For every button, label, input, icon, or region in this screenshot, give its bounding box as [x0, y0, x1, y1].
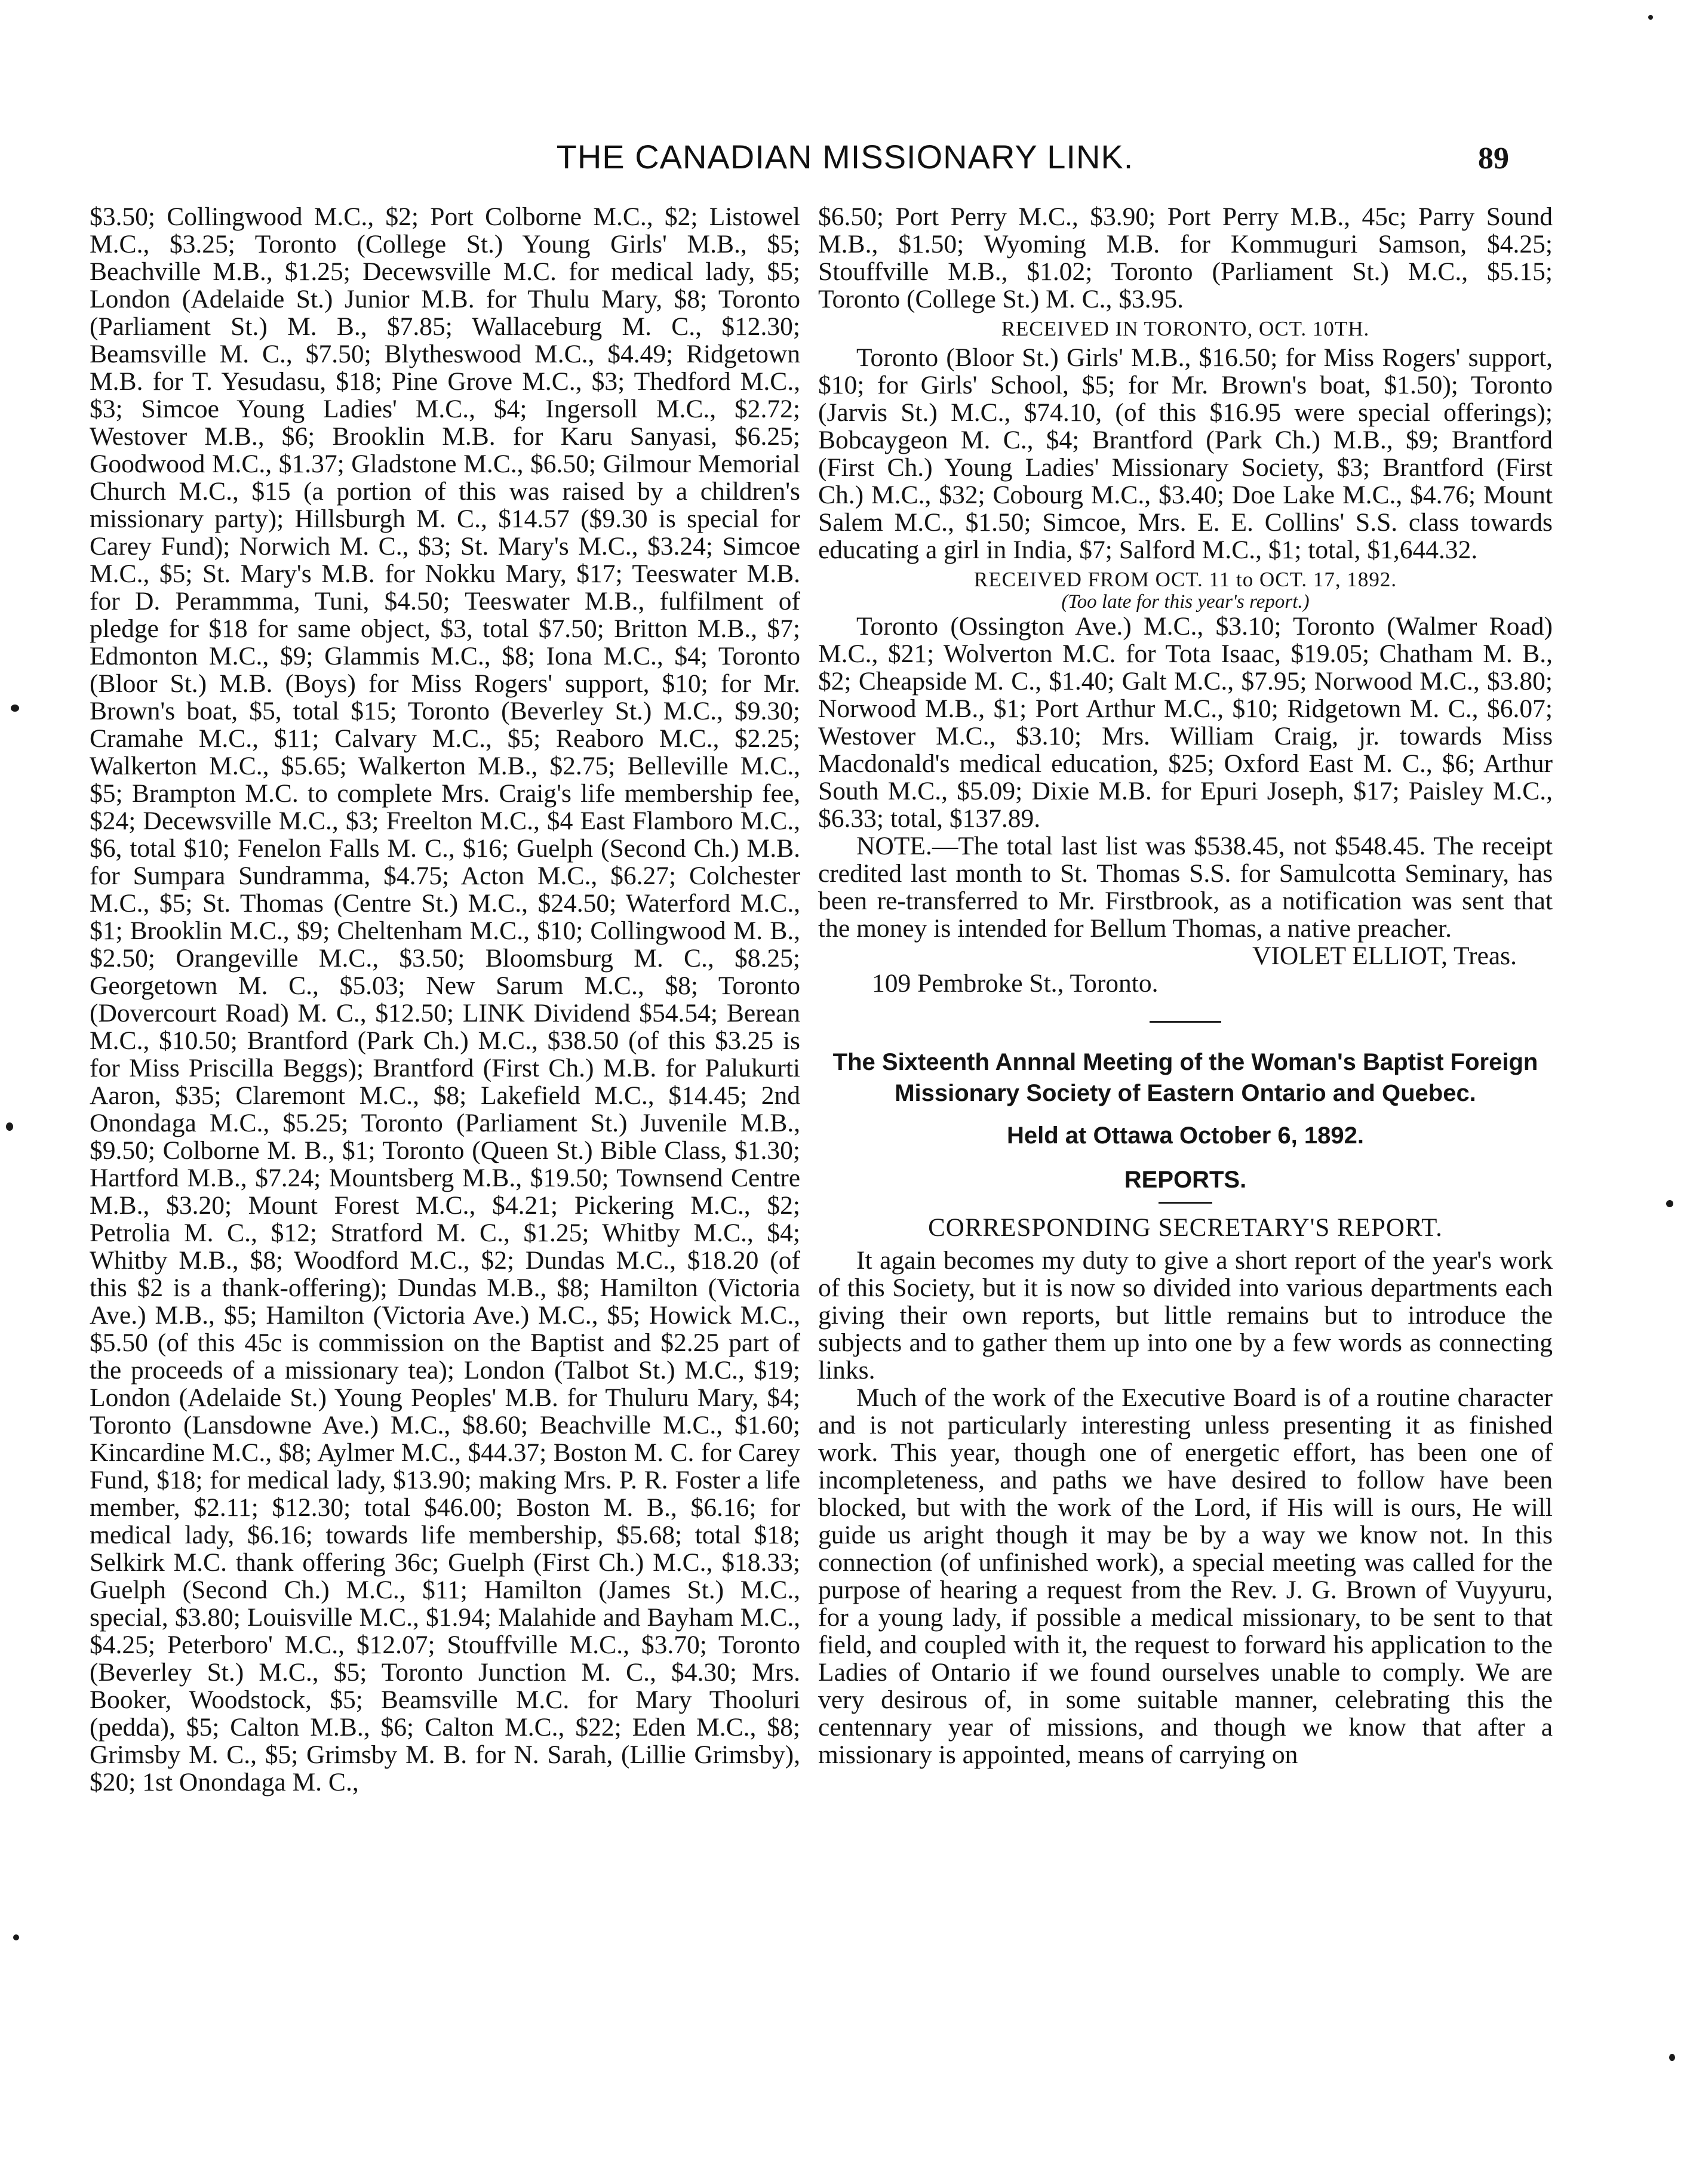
received-oct10-text: Toronto (Bloor St.) Girls' M.B., $16.50; for Miss Rogers' support, $10; for Girls' School, $5; for Mr. Brown's boat, $1.50); Toronto (Jarvis St.) M.C., $74.10, (of this $16.95 were special offerings); Bobcaygeon M. C., $4; Brantford (Park Ch.) M.B., $9; Brantford (First Ch.) Young Ladies' Missionary Society, $3; Brantford (First Ch.) M.C., $32; Cobourg M.C., $3.40; Doe Lake M.C., $4.76; Mount Salem M.C., $1.50; Simcoe, Mrs. E. E. Collins' S.S. class towards educating a girl in India, $7; Salford M.C., $1; total, $1,644.32.: [818, 343, 1553, 564]
held-at-heading: Held at Ottawa October 6, 1892.: [1007, 1122, 1364, 1149]
treasurer-address: 109 Pembroke St., Toronto.: [872, 969, 1159, 998]
received-oct10-caption: RECEIVED IN TORONTO, OCT. 10TH.: [1001, 317, 1370, 340]
print-speck: [13, 1934, 19, 1940]
print-speck: [1669, 2054, 1675, 2061]
received-oct11-17-subcaption: (Too late for this year's report.): [1061, 591, 1310, 613]
journal-title: THE CANADIAN MISSIONARY LINK.: [556, 138, 1134, 176]
note-paragraph: NOTE.—The total last list was $538.45, not $548.45. The receipt credited last month to St. Thomas S.S. for Samulcotta Seminary, has been re-transferred to Mr. Firstbrook, as a notification was sent that the money is intended for Bellum Thomas, a native preacher.: [818, 832, 1553, 943]
left-column: [90, 203, 800, 2184]
meeting-heading: The Sixteenth Annnal Meeting of the Woman's Baptist Foreign Missionary Society of Eastern Ontario and Quebec.: [832, 1049, 1538, 1106]
print-speck: [6, 1122, 13, 1131]
report-paragraph-1: It again becomes my duty to give a short report of the year's work of this Society, but it is now so divided into various departments each giving their own reports, but little remains but to introduce the subjects and to gather them up into one by a few words as connecting links.: [818, 1246, 1553, 1385]
secretary-report-heading: CORRESPONDING SECRETARY'S REPORT.: [928, 1214, 1443, 1242]
print-speck: [11, 705, 19, 712]
right-column: [818, 203, 1553, 2184]
treasurer-signature: VIOLET ELLIOT, Treas.: [1252, 942, 1517, 970]
received-oct11-17-caption: RECEIVED FROM OCT. 11 to OCT. 17, 1892.: [973, 568, 1397, 591]
reports-divider: [1159, 1202, 1212, 1204]
section-divider: [1150, 1021, 1221, 1023]
print-speck: [1666, 1200, 1673, 1207]
page-number: 89: [1478, 142, 1509, 176]
print-speck: [1648, 15, 1653, 20]
reports-heading: REPORTS.: [1124, 1167, 1247, 1193]
left-column-text: $3.50; Collingwood M.C., $2; Port Colborne M.C., $2; Listowel M.C., $3.25; Toronto (College St.) Young Girls' M.B., $5; Beachville M.B., $1.25; Decewsville M.C. for medical lady, $5; London (Adelaide St.) Junior M.B. for Thulu Mary, $8; Toronto (Parliament St.) M. B., $7.85; Wallaceburg M. C., $12.30; Beamsville M. C., $7.50; Blytheswood M.C., $4.49; Ridgetown M.B. for T. Yesudasu, $18; Pine Grove M.C., $3; Thedford M.C., $3; Simcoe Young Ladies' M.C., $4; Ingersoll M.C., $2.72; Westover M.B., $6; Brooklin M.B. for Karu Sanyasi, $6.25; Goodwood M.C., $1.37; Gladstone M.C., $6.50; Gilmour Memorial Church M.C., $15 (a portion of this was raised by a children's missionary party); Hillsburgh M. C., $14.57 ($9.30 is special for Carey Fund); Norwich M. C., $3; St. Mary's M.C., $3.24; Simcoe M.C., $5; St. Mary's M.B. for Nokku Mary, $17; Teeswater M.B. for D. Perammma, Tuni, $4.50; Teeswater M.B., fulfilment of pledge for $18 for same object, $3, total $7.50; Britton M.B., $7; Edmonton M.C., $9; Glammis M.C., $8; Iona M.C., $4; Toronto (Bloor St.) M.B. (Boys) for Miss Rogers' support, $10; for Mr. Brown's boat, $5, total $15; Toronto (Beverley St.) M.C., $9.30; Cramahe M.C., $11; Calvary M.C., $5; Reaboro M.C., $2.25; Walkerton M.C., $5.65; Walkerton M.B., $2.75; Belleville M.C., $5; Brampton M.C. to complete Mrs. Craig's life membership fee, $24; Decewsville M.C., $3; Freelton M.C., $4 East Flamboro M.C., $6, total $10; Fenelon Falls M. C., $16; Guelph (Second Ch.) M.B. for Sumpara Sundramma, $4.75; Acton M.C., $6.27; Colchester M.C., $5; St. Thomas (Centre St.) M.C., $24.50; Waterford M.C., $1; Brooklin M.C., $9; Cheltenham M.C., $10; Collingwood M. B., $2.50; Orangeville M.C., $3.50; Bloomsburg M. C., $8.25; Georgetown M. C., $5.03; New Sarum M.C., $8; Toronto (Dovercourt Road) M. C., $12.50; LINK Dividend $54.54; Berean M.C., $10.50; Brantford (Park Ch.) M.C., $38.50 (of this $3.25 is for Miss Priscilla Beggs); Brantford (First Ch.) M.B. for Palukurti Aaron, $35; Claremont M.C., $8; Lakefield M.C., $14.45; 2nd Onondaga M.C., $5.25; Toronto (Parliament St.) Juvenile M.B., $9.50; Colborne M. B., $1; Toronto (Queen St.) Bible Class, $1.30; Hartford M.B., $7.24; Mountsberg M.B., $19.50; Townsend Centre M.B., $3.20; Mount Forest M.C., $4.21; Pickering M.C., $2; Petrolia M. C., $12; Stratford M. C., $1.25; Whitby M.C., $4; Whitby M.B., $8; Woodford M.C., $2; Dundas M.C., $18.20 (of this $2 is a thank-offering); Dundas M.B., $8; Hamilton (Victoria Ave.) M.B., $5; Hamilton (Victoria Ave.) M.C., $5; Howick M.C., $5.50 (of this 45c is commission on the Baptist and $2.25 part of the proceeds of a missionary tea); London (Talbot St.) M.C., $19; London (Adelaide St.) Young Peoples' M.B. for Thuluru Mary, $4; Toronto (Lansdowne Ave.) M.C., $8.60; Beachville M.C., $1.60; Kincardine M.C., $8; Aylmer M.C., $44.37; Boston M. C. for Carey Fund, $18; for medical lady, $13.90; making Mrs. P. R. Foster a life member, $2.11; $12.30; total $46.00; Boston M. B., $6.16; for medical lady, $6.16; towards life membership, $5.68; total $18; Selkirk M.C. thank offering 36c; Guelph (First Ch.) M.C., $18.33; Guelph (Second Ch.) M.C., $11; Hamilton (James St.) M.C., special, $3.80; Louisville M.C., $1.94; Malahide and Bayham M.C., $4.25; Peterboro' M.C., $12.07; Stouffville M.C., $3.70; Toronto (Beverley St.) M.C., $5; Toronto Junction M. C., $4.30; Mrs. Booker, Woodstock, $5; Beamsville M.C. for Mary Thooluri (pedda), $5; Calton M.B., $6; Calton M.C., $22; Eden M.C., $8; Grimsby M. C., $5; Grimsby M. B. for N. Sarah, (Lillie Grimsby), $20; 1st Onondaga M. C.,: [90, 202, 800, 1797]
report-paragraph-2: Much of the work of the Executive Board is of a routine character and is not particularly interesting unless presenting it as finished work. This year, though one of energetic effort, has been one of incompleteness, and paths we have desired to follow have been blocked, but with the work of the Lord, if His will is ours, He will guide us aright though it may be by a way we know not. In this connection (of unfinished work), a special meeting was called for the purpose of hearing a request from the Rev. J. G. Brown of Vuyyuru, for a young lady, if possible a medical missionary, to be sent to that field, and coupled with it, the request to forward his application to the Ladies of Ontario if we found ourselves unable to comply. We are very desirous of, in some suitable manner, celebrating this the centennary year of missions, and though we know that after a missionary is appointed, means of carrying on: [818, 1383, 1553, 1769]
continuation-text: $6.50; Port Perry M.C., $3.90; Port Perry M.B., 45c; Parry Sound M.B., $1.50; Wyoming M.B. for Kommuguri Samson, $4.25; Stouffville M.B., $1.02; Toronto (Parliament St.) M.C., $5.15; Toronto (College St.) M. C., $3.95.: [818, 202, 1553, 313]
page-header: [0, 137, 1690, 185]
received-oct11-17-text: Toronto (Ossington Ave.) M.C., $3.10; Toronto (Walmer Road) M.C., $21; Wolverton M.C. for Tota Isaac, $19.05; Chatham M. B., $2; Cheapside M. C., $1.40; Galt M.C., $7.95; Norwood M.C., $3.80; Norwood M.B., $1; Port Arthur M.C., $10; Ridgetown M. C., $6.07; Westover M.C., $3.10; Mrs. William Craig, jr. towards Miss Macdonald's medical education, $25; Oxford East M. C., $6; Arthur South M.C., $5.09; Dixie M.B. for Epuri Joseph, $17; Paisley M.C., $6.33; total, $137.89.: [818, 612, 1553, 833]
